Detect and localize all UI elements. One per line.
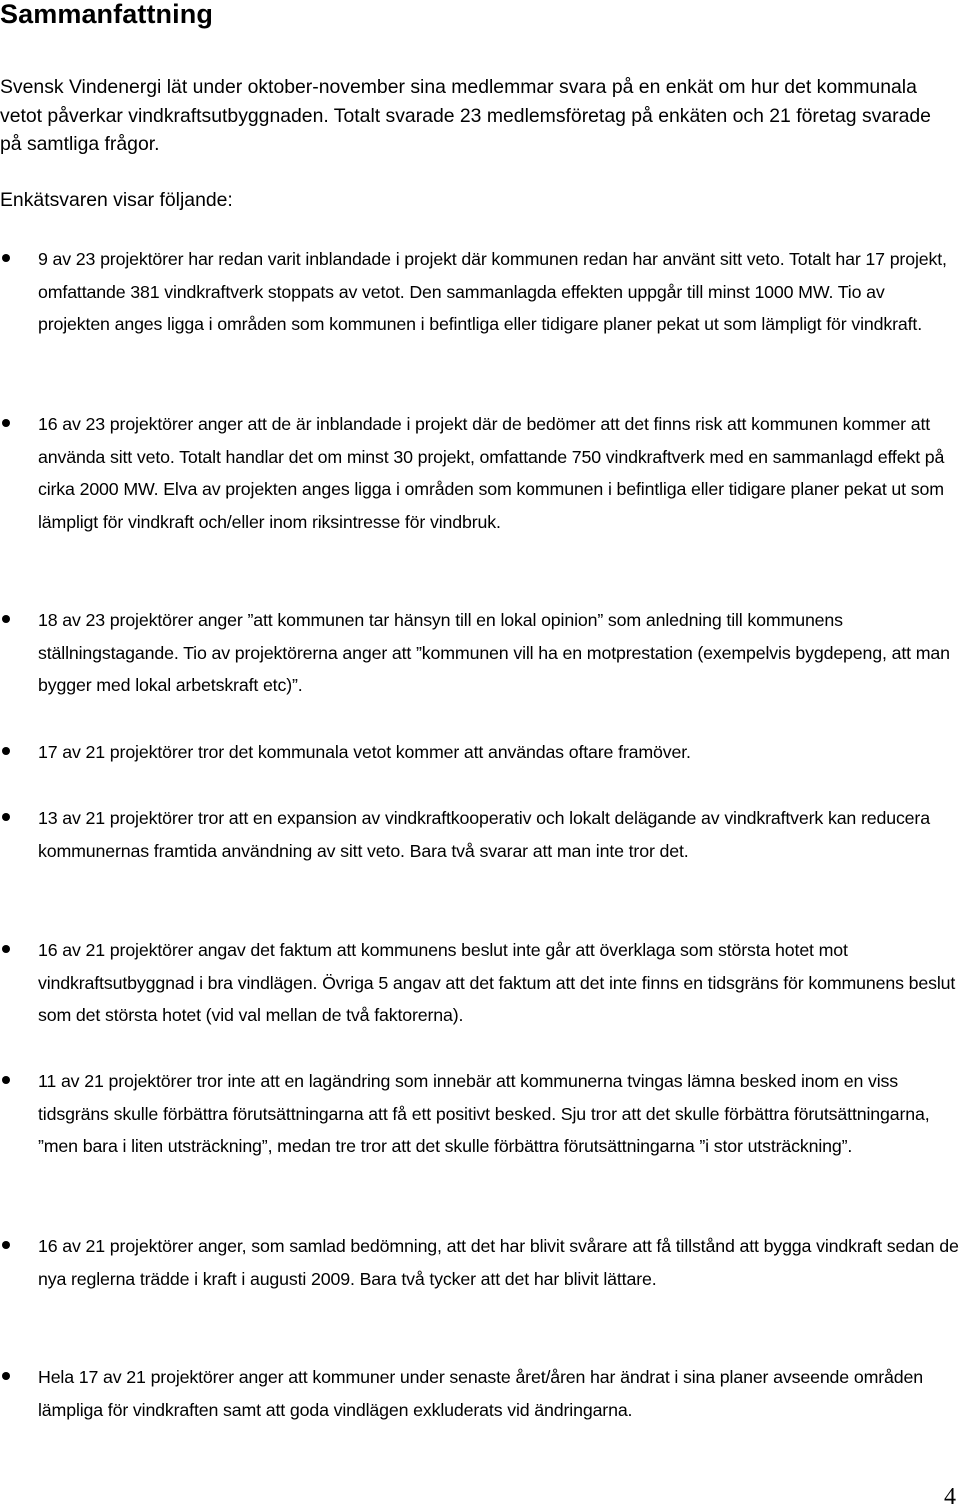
bullet-icon	[2, 1372, 10, 1380]
finding-item	[38, 604, 960, 702]
bullet-icon	[2, 1076, 10, 1084]
page-title: Sammanfattning	[0, 0, 213, 29]
bullet-icon	[2, 813, 10, 821]
finding-item	[38, 802, 960, 867]
finding-item	[38, 243, 960, 341]
finding-item	[38, 408, 960, 538]
page-number: 4	[944, 1484, 956, 1510]
finding-text: 16 av 21 projektörer anger, som samlad bedömning, att det har blivit svårare att få tillstånd att bygga vindkraft sedan de nya reglerna trädde i kraft i augusti 2009. Bara två tycker att det har blivit lättare.	[38, 1236, 959, 1289]
finding-text: 13 av 21 projektörer tror att en expansion av vindkraftkooperativ och lokalt delägande av vindkraftverk kan reducera kommunernas framtida användning av sitt veto. Bara två svarar att man inte tror det.	[38, 808, 930, 861]
finding-item	[38, 934, 960, 1032]
finding-text: 17 av 21 projektörer tror det kommunala vetot kommer att användas oftare framöver.	[38, 742, 691, 762]
finding-text: 9 av 23 projektörer har redan varit inblandade i projekt där kommunen redan har använt sitt veto. Totalt har 17 projekt, omfattande 381 vindkraftverk stoppats av vetot. Den sammanlagda effekten uppgår till minst 1000 MW. Tio av projekten anges ligga i områden som kommunen i befintliga eller tidigare planer pekat ut som lämpligt för vindkraft.	[38, 249, 947, 335]
finding-item	[38, 736, 960, 769]
finding-item	[38, 1361, 960, 1426]
bullet-icon	[2, 747, 10, 755]
finding-text: 18 av 23 projektörer anger ”att kommunen tar hänsyn till en lokal opinion” som anledning till kommunens ställningstagande. Tio av projektörerna anger att ”kommunen vill ha en motprestation (exempelvis bygdepeng, att man bygger med lokal arbetskraft etc)”.	[38, 610, 950, 696]
finding-text: 11 av 21 projektörer tror inte att en lagändring som innebär att kommunerna tvingas lämna besked inom en viss tidsgräns skulle förbättra förutsättningarna att få ett positivt besked. Sju tror att det skulle förbättra förutsättningarna, ”men bara i liten utsträckning”, medan tre tror att det skulle förbättra förutsättningarna ”i stor utsträckning”.	[38, 1071, 930, 1157]
bullet-icon	[2, 615, 10, 623]
finding-text: 16 av 23 projektörer anger att de är inblandade i projekt där de bedömer att det finns risk att kommunen kommer att använda sitt veto. Totalt handlar det om minst 30 projekt, omfattande 750 vindkraftverk med en sammanlagd effekt på cirka 2000 MW. Elva av projekten anges ligga i områden som kommunen i befintliga eller tidigare planer pekat ut som lämpligt för vindkraft och/eller inom riksintresse för vindbruk.	[38, 414, 945, 532]
finding-item	[38, 1230, 960, 1295]
bullet-icon	[2, 1241, 10, 1249]
bullet-icon	[2, 419, 10, 427]
finding-item	[38, 1065, 960, 1163]
intro-paragraph: Svensk Vindenergi lät under oktober-november sina medlemmar svara på en enkät om hur det kommunala vetot påverkar vindkraftsutbyggnaden. Totalt svarade 23 medlemsföretag på enkäten och 21 företag svarade på samtliga frågor.	[0, 76, 931, 155]
finding-text: 16 av 21 projektörer angav det faktum att kommunens beslut inte går att överklaga som största hotet mot vindkraftsutbyggnad i bra vindlägen. Övriga 5 angav att det faktum att det inte finns en tidsgräns för kommunens beslut som det största hotet (vid val mellan de två faktorerna).	[38, 940, 956, 1026]
findings-lead: Enkätsvaren visar följande:	[0, 189, 233, 211]
bullet-icon	[2, 254, 10, 262]
finding-text: Hela 17 av 21 projektörer anger att kommuner under senaste året/åren har ändrat i sina planer avseende områden lämpliga för vindkraften samt att goda vindlägen exkluderats vid ändringarna.	[38, 1367, 923, 1420]
bullet-icon	[2, 945, 10, 953]
